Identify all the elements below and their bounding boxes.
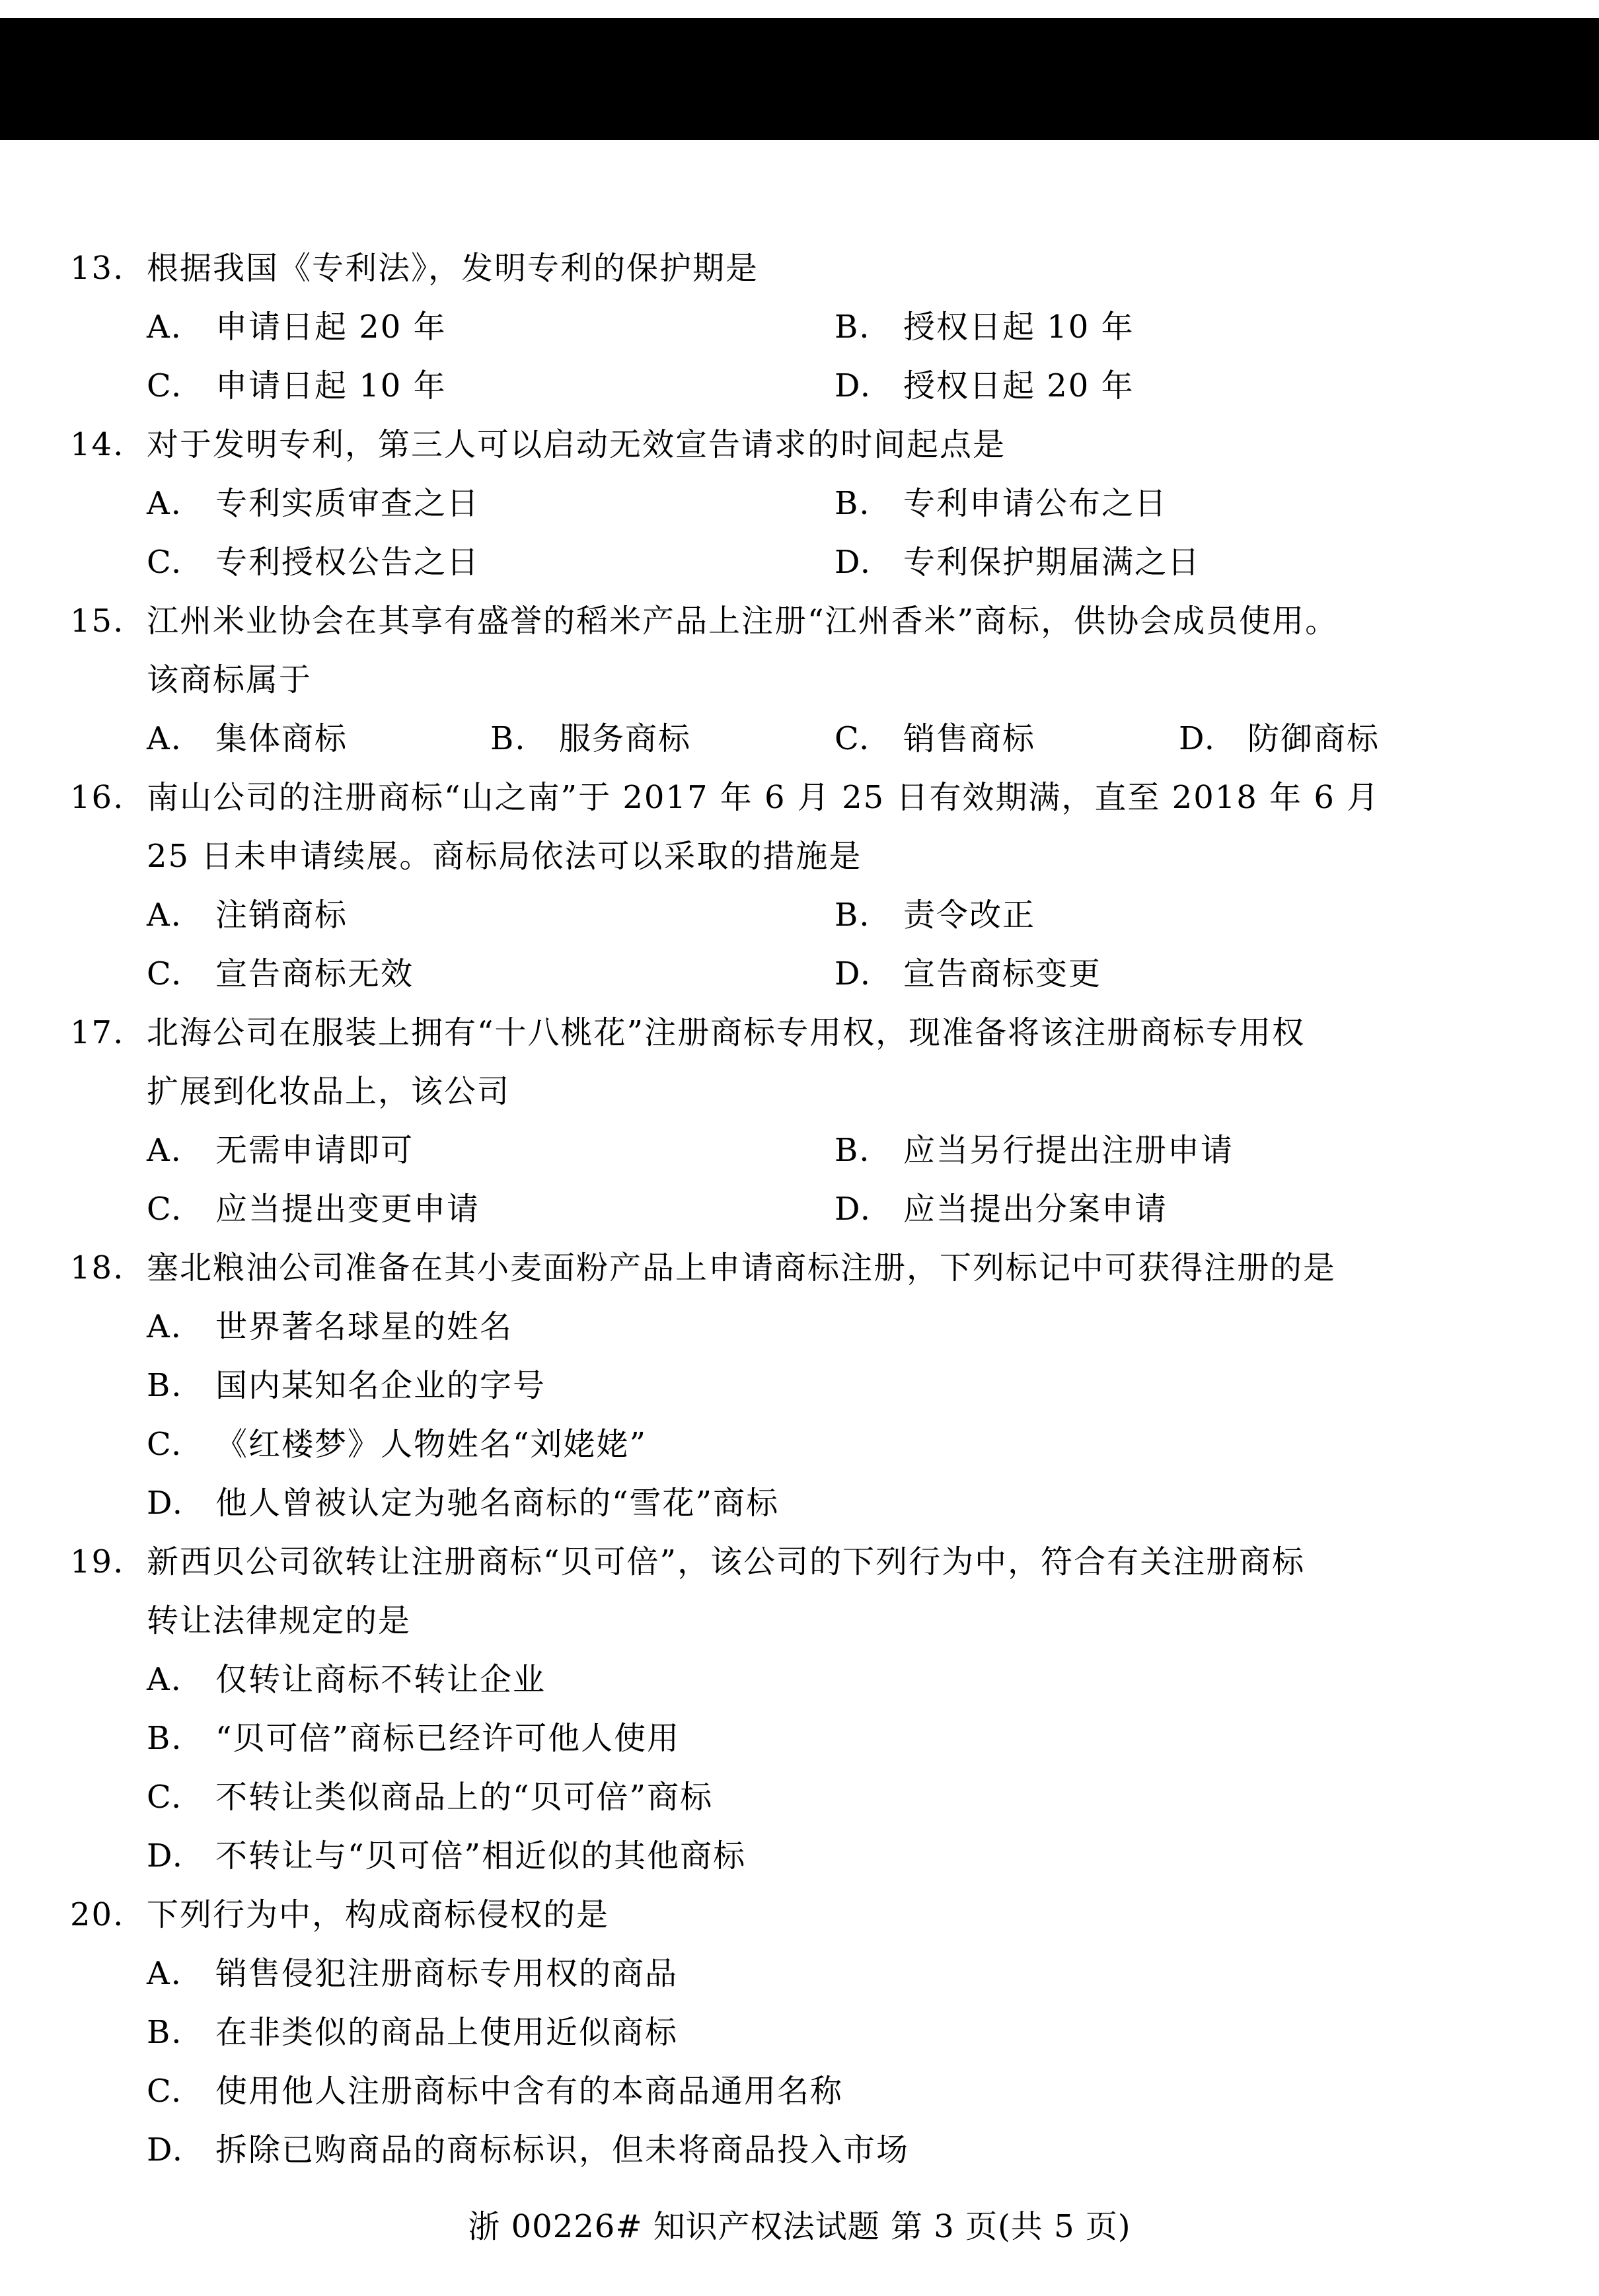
option-label: B. bbox=[490, 720, 527, 757]
option-text: 拆除已购商品的商标标识，但未将商品投入市场 bbox=[215, 2131, 910, 2168]
option-text: 他人曾被认定为驰名商标的“雪花”商标 bbox=[215, 1485, 780, 1522]
option-c bbox=[147, 1189, 480, 1229]
option-text: 申请日起 20 年 bbox=[215, 309, 447, 346]
option-text: 销售商标 bbox=[903, 720, 1036, 757]
option-b bbox=[147, 1719, 680, 1758]
option-text: 专利实质审查之日 bbox=[215, 485, 480, 522]
question-text: 塞北粮油公司准备在其小麦面粉产品上申请商标注册，下列标记中可获得注册的是 bbox=[147, 1249, 1337, 1286]
option-d bbox=[835, 366, 1134, 406]
question-text-continued: 25 日未申请续展。商标局依法可以采取的措施是 bbox=[147, 838, 862, 875]
option-text: 应当另行提出注册申请 bbox=[903, 1132, 1234, 1169]
option-text: 应当提出变更申请 bbox=[215, 1191, 480, 1228]
option-label: D. bbox=[835, 544, 872, 581]
option-label: B. bbox=[835, 485, 871, 522]
option-a bbox=[147, 1660, 546, 1699]
option-text: 宣告商标变更 bbox=[903, 955, 1102, 992]
option-text: 申请日起 10 年 bbox=[215, 367, 447, 404]
question-text: 对于发明专利，第三人可以启动无效宣告请求的时间起点是 bbox=[147, 426, 1006, 463]
option-text: 防御商标 bbox=[1247, 720, 1380, 757]
option-label: A. bbox=[147, 1132, 182, 1169]
option-text: 集体商标 bbox=[215, 720, 348, 757]
question-text: 南山公司的注册商标“山之南”于 2017 年 6 月 25 日有效期满，直至 2018 年 6 月 bbox=[147, 779, 1380, 816]
option-d bbox=[835, 542, 1201, 582]
option-d bbox=[835, 954, 1101, 994]
option-a bbox=[147, 895, 348, 935]
option-c bbox=[147, 1777, 713, 1817]
option-label: B. bbox=[835, 1132, 871, 1169]
option-label: D. bbox=[147, 1485, 184, 1522]
option-c bbox=[147, 366, 447, 406]
question-text: 新西贝公司欲转让注册商标“贝可倍”，该公司的下列行为中，符合有关注册商标 bbox=[147, 1543, 1306, 1580]
option-a bbox=[147, 1307, 513, 1347]
option-d bbox=[835, 1189, 1168, 1229]
option-b bbox=[147, 2013, 678, 2052]
question-number: 13. bbox=[70, 250, 125, 287]
option-a bbox=[147, 1954, 678, 1993]
option-label: B. bbox=[835, 309, 871, 346]
question-number: 17. bbox=[70, 1014, 125, 1051]
question-number: 14. bbox=[70, 426, 125, 463]
option-b bbox=[490, 719, 691, 759]
option-c bbox=[835, 719, 1035, 759]
question-number: 16. bbox=[70, 779, 125, 816]
option-label: C. bbox=[147, 955, 183, 992]
question-text-continued: 该商标属于 bbox=[147, 661, 313, 698]
option-label: A. bbox=[147, 1661, 182, 1698]
option-text: 在非类似的商品上使用近似商标 bbox=[215, 2014, 679, 2051]
option-label: A. bbox=[147, 897, 182, 934]
option-d bbox=[147, 2130, 909, 2170]
option-label: A. bbox=[147, 485, 182, 522]
option-d bbox=[1179, 719, 1380, 759]
option-label: C. bbox=[147, 1191, 183, 1228]
option-text: 授权日起 20 年 bbox=[903, 367, 1134, 404]
option-a bbox=[147, 719, 348, 759]
question-text: 江州米业协会在其享有盛誉的稻米产品上注册“江州香米”商标，供协会成员使用。 bbox=[147, 603, 1339, 640]
question-text: 北海公司在服装上拥有“十八桃花”注册商标专用权，现准备将该注册商标专用权 bbox=[147, 1014, 1306, 1051]
option-label: D. bbox=[147, 2131, 184, 2168]
option-label: D. bbox=[147, 1837, 184, 1874]
option-label: B. bbox=[147, 2014, 183, 2051]
redaction-bar bbox=[0, 18, 1599, 140]
option-b bbox=[835, 1130, 1234, 1170]
option-b bbox=[835, 307, 1134, 347]
question-number: 15. bbox=[70, 603, 125, 640]
option-label: D. bbox=[1179, 720, 1216, 757]
question-text-continued: 转让法律规定的是 bbox=[147, 1602, 412, 1639]
option-text: 《红楼梦》人物姓名“刘姥姥” bbox=[215, 1426, 648, 1463]
question-number: 20. bbox=[70, 1896, 125, 1933]
option-b bbox=[835, 484, 1168, 523]
question-text: 根据我国《专利法》，发明专利的保护期是 bbox=[147, 250, 759, 287]
option-text: 仅转让商标不转让企业 bbox=[215, 1661, 546, 1698]
option-label: C. bbox=[147, 2073, 183, 2110]
option-label: A. bbox=[147, 309, 182, 346]
page-footer: 浙 00226# 知识产权法试题 第 3 页(共 5 页) bbox=[468, 2208, 1131, 2245]
option-text: 不转让类似商品上的“贝可倍”商标 bbox=[215, 1779, 714, 1816]
option-text: 专利保护期届满之日 bbox=[903, 544, 1201, 581]
option-label: D. bbox=[835, 367, 872, 404]
option-c bbox=[147, 542, 480, 582]
option-text: 责令改正 bbox=[903, 897, 1036, 934]
option-b bbox=[147, 1366, 546, 1405]
option-text: 销售侵犯注册商标专用权的商品 bbox=[215, 1955, 679, 1992]
option-text: 注销商标 bbox=[215, 897, 348, 934]
option-a bbox=[147, 307, 447, 347]
option-a bbox=[147, 1130, 414, 1170]
option-text: 宣告商标无效 bbox=[215, 955, 414, 992]
option-text: 使用他人注册商标中含有的本商品通用名称 bbox=[215, 2073, 844, 2110]
option-label: C. bbox=[147, 1426, 183, 1463]
option-label: D. bbox=[835, 955, 872, 992]
option-text: 专利授权公告之日 bbox=[215, 544, 480, 581]
option-a bbox=[147, 484, 480, 523]
option-label: A. bbox=[147, 720, 182, 757]
question-text-continued: 扩展到化妆品上，该公司 bbox=[147, 1073, 511, 1110]
question-text: 下列行为中，构成商标侵权的是 bbox=[147, 1896, 610, 1933]
option-text: 授权日起 10 年 bbox=[903, 309, 1134, 346]
option-text: “贝可倍”商标已经许可他人使用 bbox=[215, 1720, 681, 1757]
option-label: B. bbox=[147, 1367, 183, 1404]
option-text: 不转让与“贝可倍”相近似的其他商标 bbox=[215, 1837, 747, 1874]
option-c bbox=[147, 954, 414, 994]
option-text: 服务商标 bbox=[559, 720, 692, 757]
option-text: 专利申请公布之日 bbox=[903, 485, 1168, 522]
option-label: C. bbox=[147, 367, 183, 404]
option-c bbox=[147, 1425, 647, 1464]
option-text: 应当提出分案申请 bbox=[903, 1191, 1168, 1228]
option-text: 无需申请即可 bbox=[215, 1132, 414, 1169]
option-label: C. bbox=[147, 1779, 183, 1816]
option-label: D. bbox=[835, 1191, 872, 1228]
question-number: 19. bbox=[70, 1543, 125, 1580]
option-d bbox=[147, 1483, 779, 1523]
option-text: 世界著名球星的姓名 bbox=[215, 1308, 513, 1345]
option-d bbox=[147, 1836, 746, 1876]
option-label: B. bbox=[147, 1720, 183, 1757]
option-text: 国内某知名企业的字号 bbox=[215, 1367, 546, 1404]
option-label: B. bbox=[835, 897, 871, 934]
option-label: C. bbox=[147, 544, 183, 581]
option-label: C. bbox=[835, 720, 871, 757]
option-b bbox=[835, 895, 1035, 935]
option-c bbox=[147, 2071, 843, 2111]
option-label: A. bbox=[147, 1955, 182, 1992]
question-number: 18. bbox=[70, 1249, 125, 1286]
option-label: A. bbox=[147, 1308, 182, 1345]
